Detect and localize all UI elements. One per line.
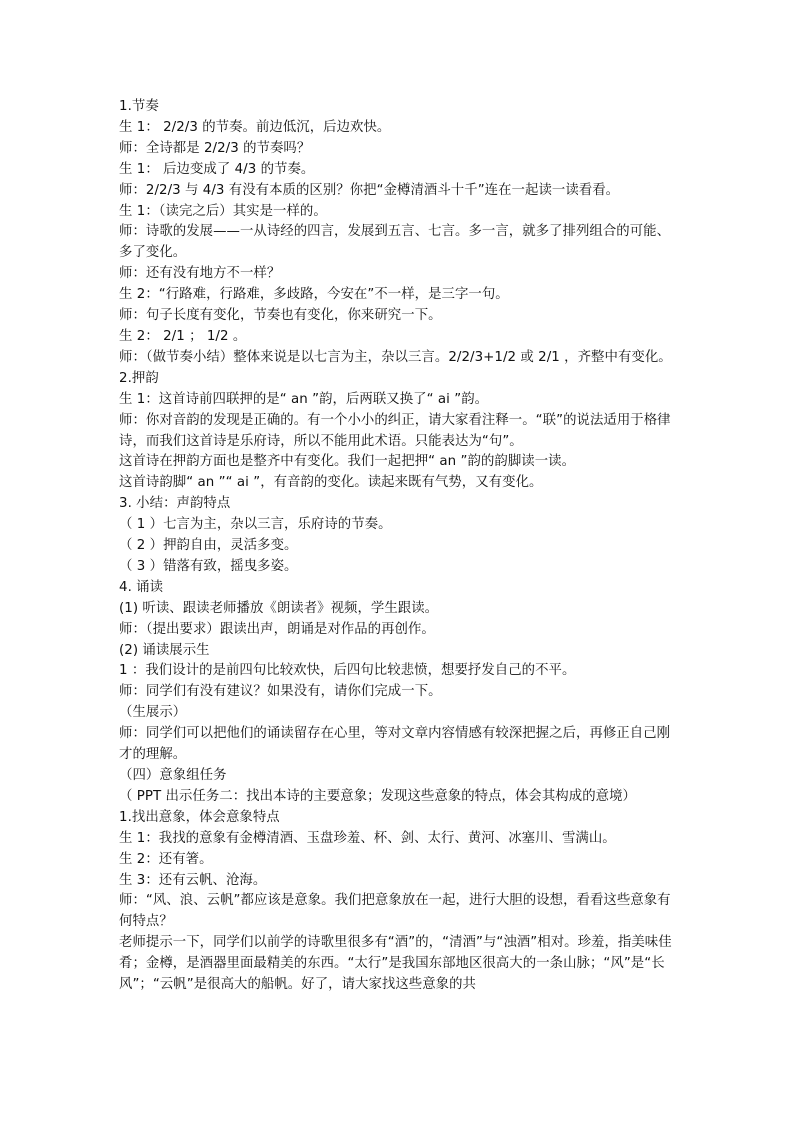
- paragraph: 师：（做节奏小结）整体来说是以七言为主，杂以三言。2/2/3+1/2 或 2/1 ，齐整中有变化。: [119, 349, 672, 365]
- paragraph: （ PPT 出示任务二：找出本诗的主要意象；发现这些意象的特点，体会其构成的意境）: [119, 788, 636, 804]
- list-item: （ 3 ）错落有致，摇曳多姿。: [119, 558, 298, 574]
- paragraph: 生 2：还有箸。: [119, 851, 213, 867]
- paragraph: （生展示）: [119, 705, 187, 721]
- paragraph: 这首诗韵脚“ an ”“ ai ”，有音韵的变化。读起来既有气势，又有变化。: [119, 475, 543, 491]
- list-item: （ 2 ）押韵自由，灵活多变。: [119, 538, 298, 554]
- paragraph: 师：同学们可以把他们的诵读留存在心里，等对文章内容情感有较深把握之后，再修正自己刚才的理解。: [119, 726, 671, 763]
- paragraph: 师：同学们有没有建议？如果没有，请你们完成一下。: [119, 684, 442, 700]
- list-item: （ 1 ）七言为主，杂以三言，乐府诗的节奏。: [119, 517, 392, 533]
- paragraph: (1) 听读、跟读老师播放《朗读者》视频，学生跟读。: [119, 600, 439, 616]
- paragraph: 师：“风、浪、云帆”都应该是意象。我们把意象放在一起，进行大胆的设想，看看这些意象有何特点？: [119, 893, 671, 930]
- heading-summary: 3. 小结：声韵特点: [119, 496, 231, 512]
- paragraph: 师：诗歌的发展——一从诗经的四言，发展到五言、七言。多一言，就多了排列组合的可能、多了变化。: [119, 224, 671, 261]
- heading-rhythm: 1.节奏: [119, 99, 159, 114]
- heading-recitation: 4. 诵读: [119, 579, 164, 595]
- paragraph: 生 1：这首诗前四联押的是“ an ”韵，后两联又换了“ ai ”韵。: [119, 391, 489, 407]
- paragraph: 生 1： 后边变成了 4/3 的节奏。: [119, 161, 315, 177]
- paragraph: (2) 诵读展示生: [119, 642, 210, 658]
- paragraph: 师：2/2/3 与 4/3 有没有本质的区别？你把“金樽清酒斗十千”连在一起读一读看看。: [119, 182, 620, 198]
- paragraph: 这首诗在押韵方面也是整齐中有变化。我们一起把押“ an ”韵的韵脚读一读。: [119, 454, 576, 470]
- heading-find-imagery: 1.找出意象，体会意象特点: [119, 809, 280, 825]
- paragraph: 生 1：（读完之后）其实是一样的。: [119, 203, 327, 219]
- document-body: [119, 97, 679, 996]
- paragraph: 生 2： 2/1 ； 1/2 。: [119, 328, 247, 344]
- paragraph: 师：（提出要求）跟读出声，朗诵是对作品的再创作。: [119, 621, 435, 637]
- paragraph: 生 2：“行路难，行路难，多歧路，今安在”不一样，是三字一句。: [119, 287, 509, 303]
- paragraph: 师：你对音韵的发现是正确的。有一个小小的纠正，请大家看注释一。“联”的说法适用于格律诗，而我们这首诗是乐府诗，所以不能用此术语。只能表达为“句”。: [119, 412, 671, 449]
- heading-imagery-task: （四）意象组任务: [119, 768, 227, 783]
- heading-rhyme: 2.押韵: [119, 370, 159, 386]
- paragraph: 老师提示一下，同学们以前学的诗歌里很多有“酒”的，“清酒”与“浊酒”相对。珍羞，指美味佳肴；金樽，是酒器里面最精美的东西。“太行”是我国东部地区很高大的一条山脉；“风”是“长风”；“云帆”是很高大的船帆。好了，请大家找这些意象的共: [119, 935, 672, 993]
- paragraph: 师：句子长度有变化，节奏也有变化，你来研究一下。: [119, 308, 442, 324]
- paragraph: 师：还有没有地方不一样？: [119, 266, 281, 282]
- paragraph: 生 1： 2/2/3 的节奏。前边低沉，后边欢快。: [119, 119, 391, 135]
- paragraph: 1 ：我们设计的是前四句比较欢快，后四句比较悲愤，想要抒发自己的不平。: [119, 663, 576, 679]
- paragraph: 生 3：还有云帆、沧海。: [119, 872, 267, 888]
- paragraph: 师：全诗都是 2/2/3 的节奏吗？: [119, 140, 311, 156]
- paragraph: 生 1：我找的意象有金樽清酒、玉盘珍羞、杯、剑、太行、黄河、冰塞川、雪满山。: [119, 830, 616, 846]
